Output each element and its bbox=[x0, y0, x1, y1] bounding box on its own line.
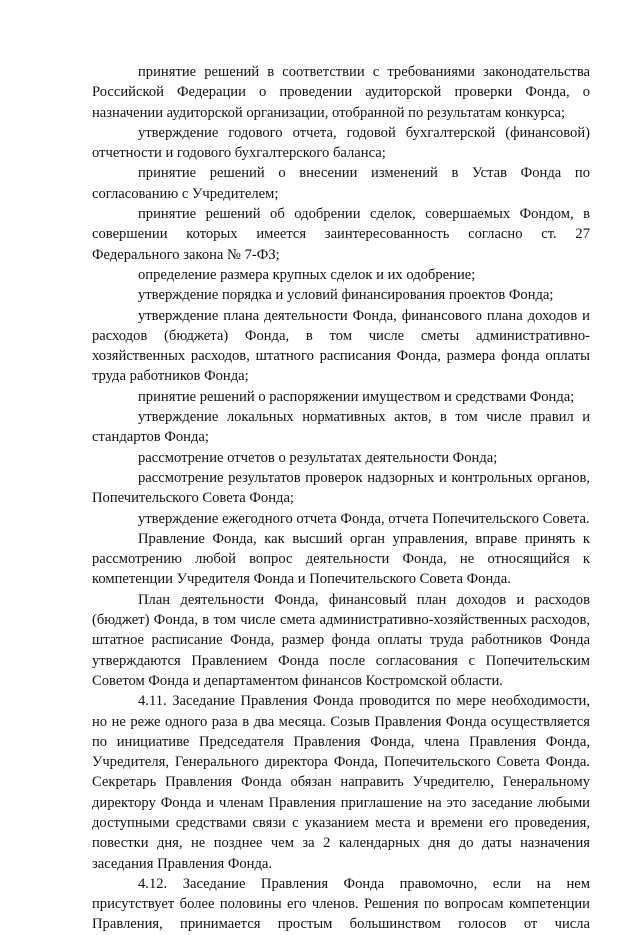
paragraph-board-competence: Правление Фонда, как высший орган управления, вправе принять к рассмотрению любой вопрос деятельности Фонда, не относящийся к компетенции Учредителя Фонда и Попечительского Совета Фонда. bbox=[92, 530, 590, 588]
paragraph-section-4-12: 4.12. Заседание Правления Фонда правомочно, если на нем присутствует более половины его членов. Решения по вопросам компетенции Правления, принимается простым большинством голосов от числа bbox=[92, 875, 590, 933]
paragraph-plan-approval: План деятельности Фонда, финансовый план доходов и расходов (бюджет) Фонда, в том числе смета административно-хозяйственных расходов, штатное расписание Фонда, размер фонда оплаты труда работников Фонда утверждаются Правлением Фонда после согласования с Попечительским Советом Фонда и департаментом финансов Костромской области. bbox=[92, 591, 590, 689]
paragraph-activity-plan: утверждение плана деятельности Фонда, финансового плана доходов и расходов (бюджета) Фонда, в том числе сметы административно-хозяйственных расходов, штатного расписания Фонда, размера фонда оплаты труда работников Фонда; bbox=[92, 307, 590, 385]
paragraph-section-4-11: 4.11. Заседание Правления Фонда проводится по мере необходимости, но не реже одного раза в два месяца. Созыв Правления Фонда осуществляется по инициативе Председателя Правления Фонда, члена Правления Фонда, Учредителя, Генерального директора Фонда, Попечительского Совета Фонда. Секретарь Правления Фонда обязан направить Учредителю, Генеральному директору Фонда и членам Правления приглашение на это заседание любыми доступными средствами связи с указанием места и времени его проведения, повестки дня, не позднее чем за 2 календарных дня до даты назначения заседания Правления Фонда. bbox=[92, 693, 590, 872]
paragraph-property-disposal: принятие решений о распоряжении имуществом и средствами Фонда; bbox=[138, 388, 575, 405]
paragraph-project-financing: утверждение порядка и условий финансирования проектов Фонда; bbox=[138, 287, 554, 304]
paragraph-charter-changes: принятие решений о внесении изменений в Устав Фонда по согласованию с Учредителем; bbox=[92, 165, 590, 202]
paragraph-yearly-report: утверждение ежегодного отчета Фонда, отчета Попечительского Совета. bbox=[138, 510, 590, 527]
paragraph-interested-deals: принятие решений об одобрении сделок, совершаемых Фондом, в совершении которых имеется заинтересованность согласно ст. 27 Федерального закона № 7-ФЗ; bbox=[92, 206, 590, 263]
paragraph-local-acts: утверждение локальных нормативных актов, в том числе правил и стандартов Фонда; bbox=[92, 409, 590, 446]
paragraph-activity-reports: рассмотрение отчетов о результатах деятельности Фонда; bbox=[138, 449, 498, 466]
paragraph-inspection-results: рассмотрение результатов проверок надзорных и контрольных органов, Попечительского Совета Фонда; bbox=[92, 469, 590, 507]
document-page bbox=[92, 62, 590, 935]
paragraph-large-deals: определение размера крупных сделок и их одобрение; bbox=[138, 266, 476, 283]
paragraph-audit: принятие решений в соответствии с требованиями законодательства Российской Федерации о проведении аудиторской проверки Фонда, о назначении аудиторской организации, отобранной по результатам конкурса; bbox=[92, 64, 590, 121]
paragraph-annual-report: утверждение годового отчета, годовой бухгалтерской (финансовой) отчетности и годового бухгалтерского баланса; bbox=[92, 124, 590, 162]
